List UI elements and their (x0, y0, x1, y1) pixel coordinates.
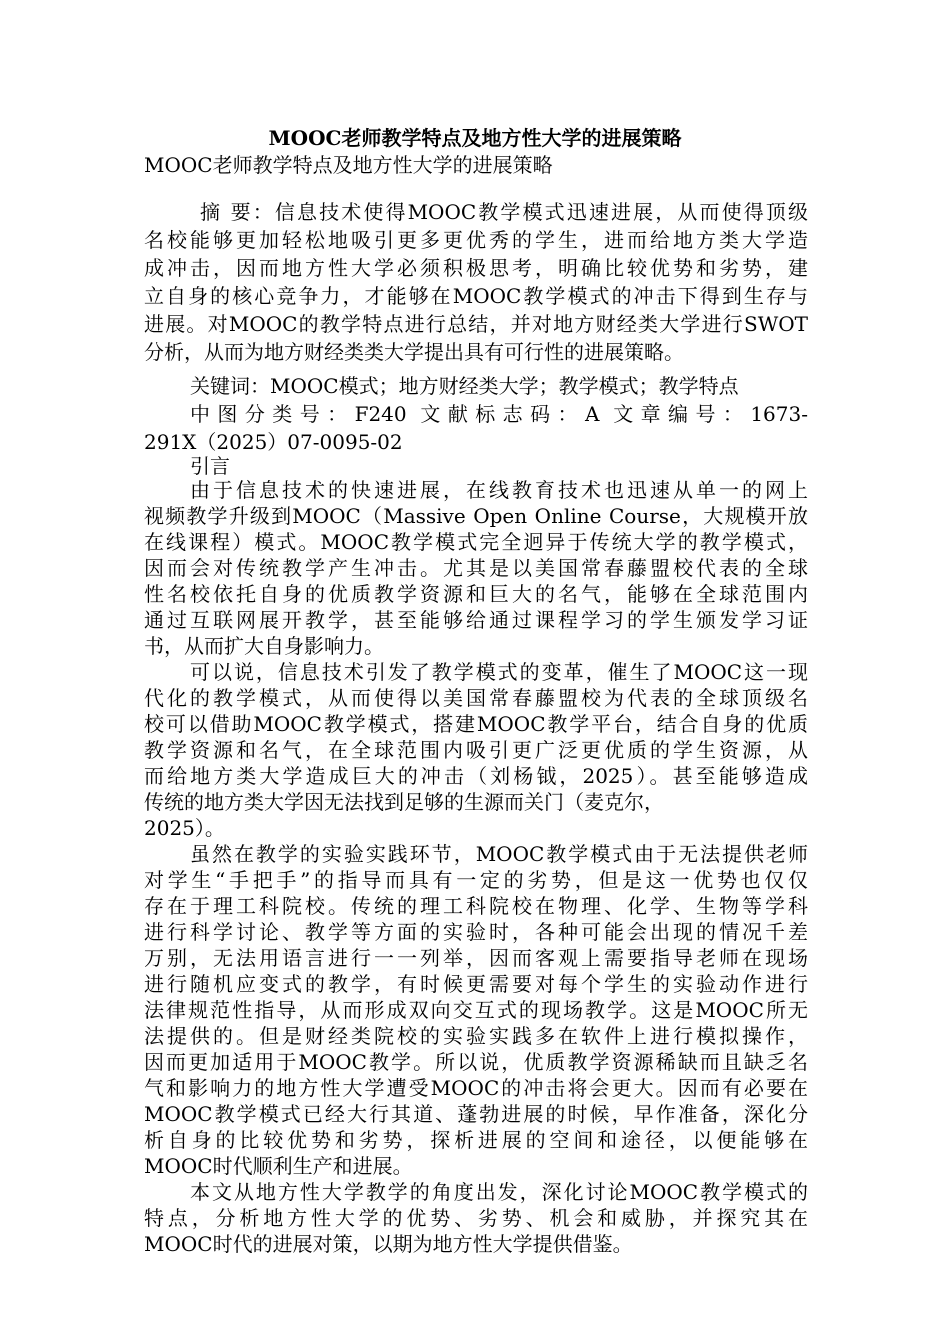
classification-line: 291X（2025）07-0095-02 (144, 430, 403, 454)
paragraph-line: MOOC时代的进展对策，以期为地方性大学提供借鉴。 (144, 1232, 633, 1256)
paragraph-line: 2025）。 (144, 816, 225, 840)
paragraph-line: 对学生“手把手”的指导而具有一定的劣势，但是这一优势也仅仅 (144, 868, 808, 892)
paragraph-line: 教学资源和名气，在全球范围内吸引更广泛更优质的学生资源，从 (144, 738, 808, 762)
paragraph-line: 通过互联网展开教学，甚至能够给通过课程学习的学生颁发学习证 (144, 608, 808, 632)
paragraph-line: 虽然在教学的实验实践环节，MOOC教学模式由于无法提供老师 (190, 842, 808, 866)
abstract-line: 成冲击，因而地方性大学必须积极思考，明确比较优势和劣势，建 (144, 256, 808, 280)
paragraph-line: 进行随机应变式的教学，有时候更需要对每个学生的实验动作进行 (144, 972, 808, 996)
paragraph-line: 析自身的比较优势和劣势，探析进展的空间和途径，以便能够在 (144, 1128, 808, 1152)
paragraph-line: 书，从而扩大自身影响力。 (144, 634, 384, 658)
paragraph-line: 由于信息技术的快速进展，在线教育技术也迅速从单一的网上 (190, 478, 808, 502)
paragraph-line: 在线课程）模式。MOOC教学模式完全迥异于传统大学的教学模式， (144, 530, 808, 554)
paragraph-line: 传统的地方类大学因无法找到足够的生源而关门（麦克尔， (144, 790, 664, 814)
paragraph-line: 性名校依托自身的优质教学资源和巨大的名气，能够在全球范围内 (144, 582, 808, 606)
classification-line: 中图分类号：F240 文献标志码：A 文章编号：1673- (190, 402, 808, 426)
paragraph-line: 校可以借助MOOC教学模式，搭建MOOC教学平台，结合自身的优质 (144, 712, 808, 736)
paragraph-line: 因而更加适用于MOOC教学。所以说，优质教学资源稀缺而且缺乏名 (144, 1050, 808, 1074)
abstract-line: 分析，从而为地方财经类类大学提出具有可行性的进展策略。 (144, 340, 684, 364)
abstract-line: 名校能够更加轻松地吸引更多更优秀的学生，进而给地方类大学造 (144, 228, 808, 252)
paragraph-line: 特点，分析地方性大学的优势、劣势、机会和威胁，并探究其在 (144, 1206, 808, 1230)
abstract-line: 进展。对MOOC的教学特点进行总结，并对地方财经类大学进行SWOT (144, 312, 808, 336)
keywords: 关键词：MOOC模式；地方财经类大学；教学模式；教学特点 (190, 374, 739, 398)
document-subtitle: MOOC老师教学特点及地方性大学的进展策略 (144, 153, 553, 177)
paragraph-line: 代化的教学模式，从而使得以美国常春藤盟校为代表的全球顶级名 (144, 686, 808, 710)
paragraph-line: MOOC教学模式已经大行其道、蓬勃进展的时候，早作准备，深化分 (144, 1102, 808, 1126)
document-title: MOOC老师教学特点及地方性大学的进展策略 (268, 126, 682, 150)
intro-heading: 引言 (190, 454, 230, 478)
paragraph-line: MOOC时代顺利生产和进展。 (144, 1154, 413, 1178)
paragraph-line: 可以说，信息技术引发了教学模式的变革，催生了MOOC这一现 (190, 660, 808, 684)
paragraph-line: 而给地方类大学造成巨大的冲击（刘杨钺，2025）。甚至能够造成 (144, 764, 808, 788)
paragraph-line: 进行科学讨论、教学等方面的实验时，各种可能会出现的情况千差 (144, 920, 808, 944)
abstract-line: 立自身的核心竞争力，才能够在MOOC教学模式的冲击下得到生存与 (144, 284, 808, 308)
paragraph-line: 本文从地方性大学教学的角度出发，深化讨论MOOC教学模式的 (190, 1180, 808, 1204)
paragraph-line: 视频教学升级到MOOC（Massive Open Online Course，大规模开放 (144, 504, 808, 528)
paragraph-line: 万别，无法用语言进行一一列举，因而客观上需要指导老师在现场 (144, 946, 808, 970)
paragraph-line: 法律规范性指导，从而形成双向交互式的现场教学。这是MOOC所无 (144, 998, 808, 1022)
abstract-line: 摘 要：信息技术使得MOOC教学模式迅速进展，从而使得顶级 (200, 200, 808, 224)
paragraph-line: 存在于理工科院校。传统的理工科院校在物理、化学、生物等学科 (144, 894, 808, 918)
paragraph-line: 法提供的。但是财经类院校的实验实践多在软件上进行模拟操作， (144, 1024, 808, 1048)
paragraph-line: 气和影响力的地方性大学遭受MOOC的冲击将会更大。因而有必要在 (144, 1076, 808, 1100)
paragraph-line: 因而会对传统教学产生冲击。尤其是以美国常春藤盟校代表的全球 (144, 556, 808, 580)
